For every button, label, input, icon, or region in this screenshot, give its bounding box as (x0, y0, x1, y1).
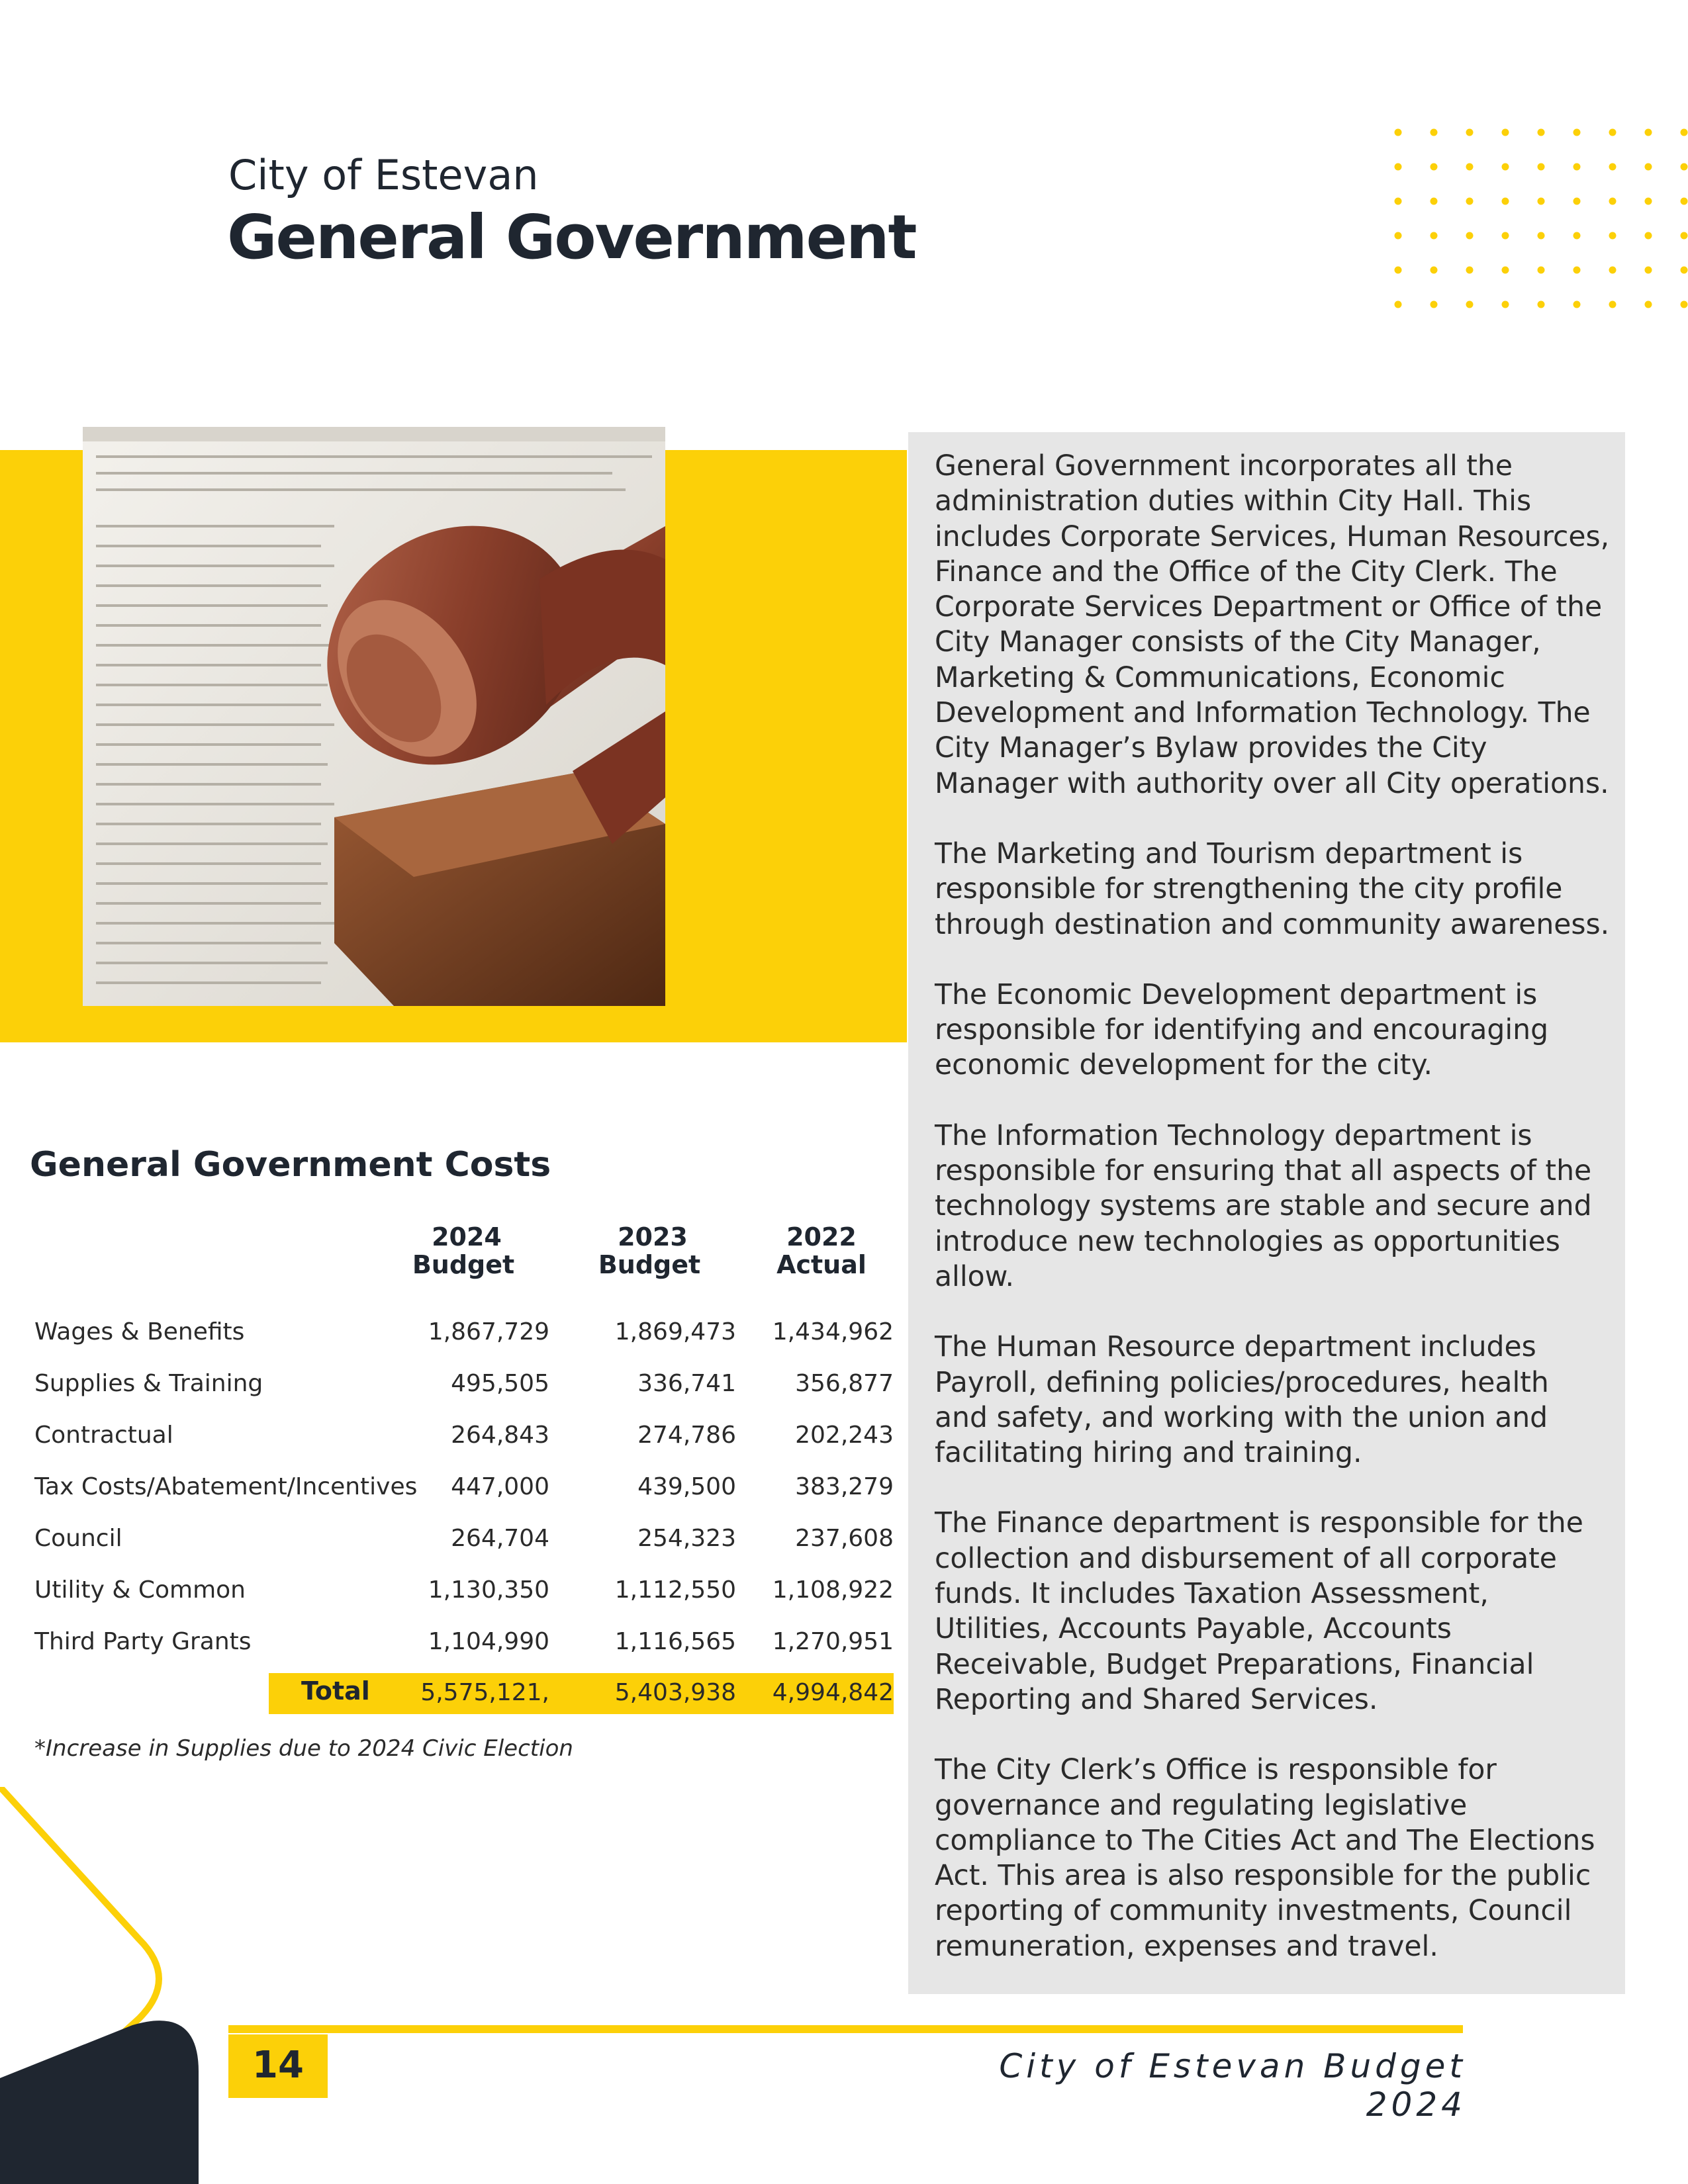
decorative-dot (1466, 232, 1474, 240)
decorative-dot (1395, 198, 1402, 205)
decorative-dot (1645, 267, 1652, 274)
row-label: Council (34, 1525, 122, 1552)
row-label: Supplies & Training (34, 1370, 263, 1397)
page-number: 14 (252, 2044, 304, 2087)
decorative-dot (1395, 129, 1402, 136)
page-title: General Government (227, 202, 916, 273)
decorative-dot (1502, 163, 1509, 171)
row-label: Utility & Common (34, 1576, 246, 1604)
decorative-dot (1681, 232, 1688, 240)
cell-2024: 447,000 (451, 1473, 549, 1500)
cell-2023: 1,869,473 (614, 1318, 736, 1345)
decorative-dot (1573, 129, 1581, 136)
decorative-dot (1430, 129, 1438, 136)
decorative-dot (1466, 198, 1474, 205)
cell-2022: 202,243 (795, 1422, 894, 1449)
decorative-dot (1573, 232, 1581, 240)
decorative-dot (1502, 232, 1509, 240)
arrow-decoration (0, 1787, 199, 2184)
decorative-dot (1430, 232, 1438, 240)
cell-2024: 1,104,990 (428, 1628, 549, 1655)
decorative-dot (1538, 198, 1545, 205)
cell-2024: 264,843 (451, 1422, 549, 1449)
column-type: Budget (412, 1250, 515, 1279)
decorative-dot (1538, 129, 1545, 136)
row-label: Contractual (34, 1422, 173, 1449)
total-label: Total (301, 1676, 370, 1706)
decorative-dot (1538, 232, 1545, 240)
gavel-photo (83, 427, 665, 1006)
cell-2024: 264,704 (451, 1525, 549, 1552)
decorative-dot (1538, 267, 1545, 274)
paragraph-city-clerk: The City Clerk’s Office is responsible for governance and regulating legislative compliance to The Cities Act and The Elections Act. This area is also responsible for the public reporting of community investments, Council remuneration, expenses and travel. (935, 1754, 1595, 1963)
decorative-dot (1609, 163, 1617, 171)
total-2023: 5,403,938 (614, 1679, 736, 1706)
column-header-2024 (371, 1223, 549, 1279)
cell-2022: 1,270,951 (772, 1628, 894, 1655)
row-label: Wages & Benefits (34, 1318, 245, 1345)
column-year: 2022 (786, 1222, 857, 1251)
column-header-2022 (736, 1223, 894, 1279)
decorative-dot (1645, 301, 1652, 308)
decorative-dot (1645, 129, 1652, 136)
cell-2023: 274,786 (637, 1422, 736, 1449)
decorative-dot (1502, 198, 1509, 205)
decorative-dot (1681, 163, 1688, 171)
cell-2022: 1,434,962 (772, 1318, 894, 1345)
paragraph-economic-development: The Economic Development department is responsible for identifying and encouraging economic development for the city. (935, 978, 1549, 1082)
decorative-dot (1573, 267, 1581, 274)
decorative-dot (1645, 232, 1652, 240)
decorative-dot (1395, 267, 1402, 274)
row-label: Third Party Grants (34, 1628, 252, 1655)
decorative-dot (1609, 267, 1617, 274)
decorative-dot (1538, 301, 1545, 308)
cell-2022: 237,608 (795, 1525, 894, 1552)
decorative-dot (1645, 163, 1652, 171)
decorative-dot (1502, 129, 1509, 136)
paragraph-information-technology: The Information Technology department is responsible for ensuring that all aspects of the technology systems are stable and secure and introduce new technologies as opportunities allow. (935, 1119, 1592, 1293)
column-header-2023 (556, 1223, 736, 1279)
decorative-dot (1430, 267, 1438, 274)
footer-rule (228, 2025, 1463, 2033)
table-footnote: *Increase in Supplies due to 2024 Civic Election (34, 1735, 573, 1762)
decorative-dot (1681, 301, 1688, 308)
decorative-dot (1681, 267, 1688, 274)
cell-2024: 1,130,350 (428, 1576, 549, 1604)
decorative-dot (1430, 163, 1438, 171)
decorative-dot (1609, 198, 1617, 205)
decorative-dot (1573, 301, 1581, 308)
column-year: 2023 (618, 1222, 688, 1251)
decorative-dot (1681, 198, 1688, 205)
cell-2022: 1,108,922 (772, 1576, 894, 1604)
decorative-dot (1502, 301, 1509, 308)
decorative-dot (1681, 129, 1688, 136)
decorative-dot (1609, 129, 1617, 136)
decorative-dot (1645, 198, 1652, 205)
description-text (935, 449, 1610, 1999)
column-type: Budget (598, 1250, 701, 1279)
costs-table-title: General Government Costs (30, 1145, 551, 1185)
paragraph-human-resources: The Human Resource department includes Payroll, defining policies/procedures, health and safety, and working with the union and facilitating hiring and training. (935, 1331, 1549, 1470)
decorative-dot (1395, 301, 1402, 308)
gavel-icon (83, 427, 665, 1006)
decorative-dot (1573, 163, 1581, 171)
decorative-dot (1538, 163, 1545, 171)
decorative-dot (1609, 232, 1617, 240)
cell-2023: 439,500 (637, 1473, 736, 1500)
column-type: Actual (776, 1250, 867, 1279)
paragraph-general: General Government incorporates all the administration duties within City Hall. This includes Corporate Services, Human Resources, Finance and the Office of the City Clerk. The Corporate Services Department or Office of the City Manager consists of the City Manager, Marketing & Communications, Economic Development and Information Technology. The City Manager’s Bylaw provides the City Manager with authority over all City operations. (935, 450, 1610, 800)
cell-2024: 495,505 (451, 1370, 549, 1397)
decorative-dot (1430, 198, 1438, 205)
cell-2022: 356,877 (795, 1370, 894, 1397)
decorative-dot (1395, 163, 1402, 171)
footer-title: City of Estevan Budget 2024 (999, 2047, 1466, 2124)
decorative-dot (1466, 163, 1474, 171)
page-subtitle: City of Estevan (228, 151, 539, 199)
dot-grid-decoration (1390, 124, 1688, 316)
paragraph-finance: The Finance department is responsible for the collection and disbursement of all corporate funds. It includes Taxation Assessment, Utilities, Accounts Payable, Accounts Receivable, Budget Preparations, Financial Reporting and Shared Services. (935, 1507, 1583, 1716)
total-2024: 5,575,121, (420, 1679, 549, 1706)
cell-2023: 1,116,565 (614, 1628, 736, 1655)
decorative-dot (1502, 267, 1509, 274)
total-2022: 4,994,842 (772, 1679, 894, 1706)
decorative-dot (1466, 129, 1474, 136)
cell-2023: 254,323 (637, 1525, 736, 1552)
decorative-dot (1609, 301, 1617, 308)
cell-2024: 1,867,729 (428, 1318, 549, 1345)
column-year: 2024 (432, 1222, 502, 1251)
decorative-dot (1573, 198, 1581, 205)
decorative-dot (1430, 301, 1438, 308)
paragraph-marketing: The Marketing and Tourism department is responsible for strengthening the city profile through destination and community awareness. (935, 837, 1610, 941)
decorative-dot (1395, 232, 1402, 240)
cell-2022: 383,279 (795, 1473, 894, 1500)
cell-2023: 1,112,550 (614, 1576, 736, 1604)
cell-2023: 336,741 (637, 1370, 736, 1397)
row-label: Tax Costs/Abatement/Incentives (34, 1473, 418, 1500)
decorative-dot (1466, 301, 1474, 308)
decorative-dot (1466, 267, 1474, 274)
